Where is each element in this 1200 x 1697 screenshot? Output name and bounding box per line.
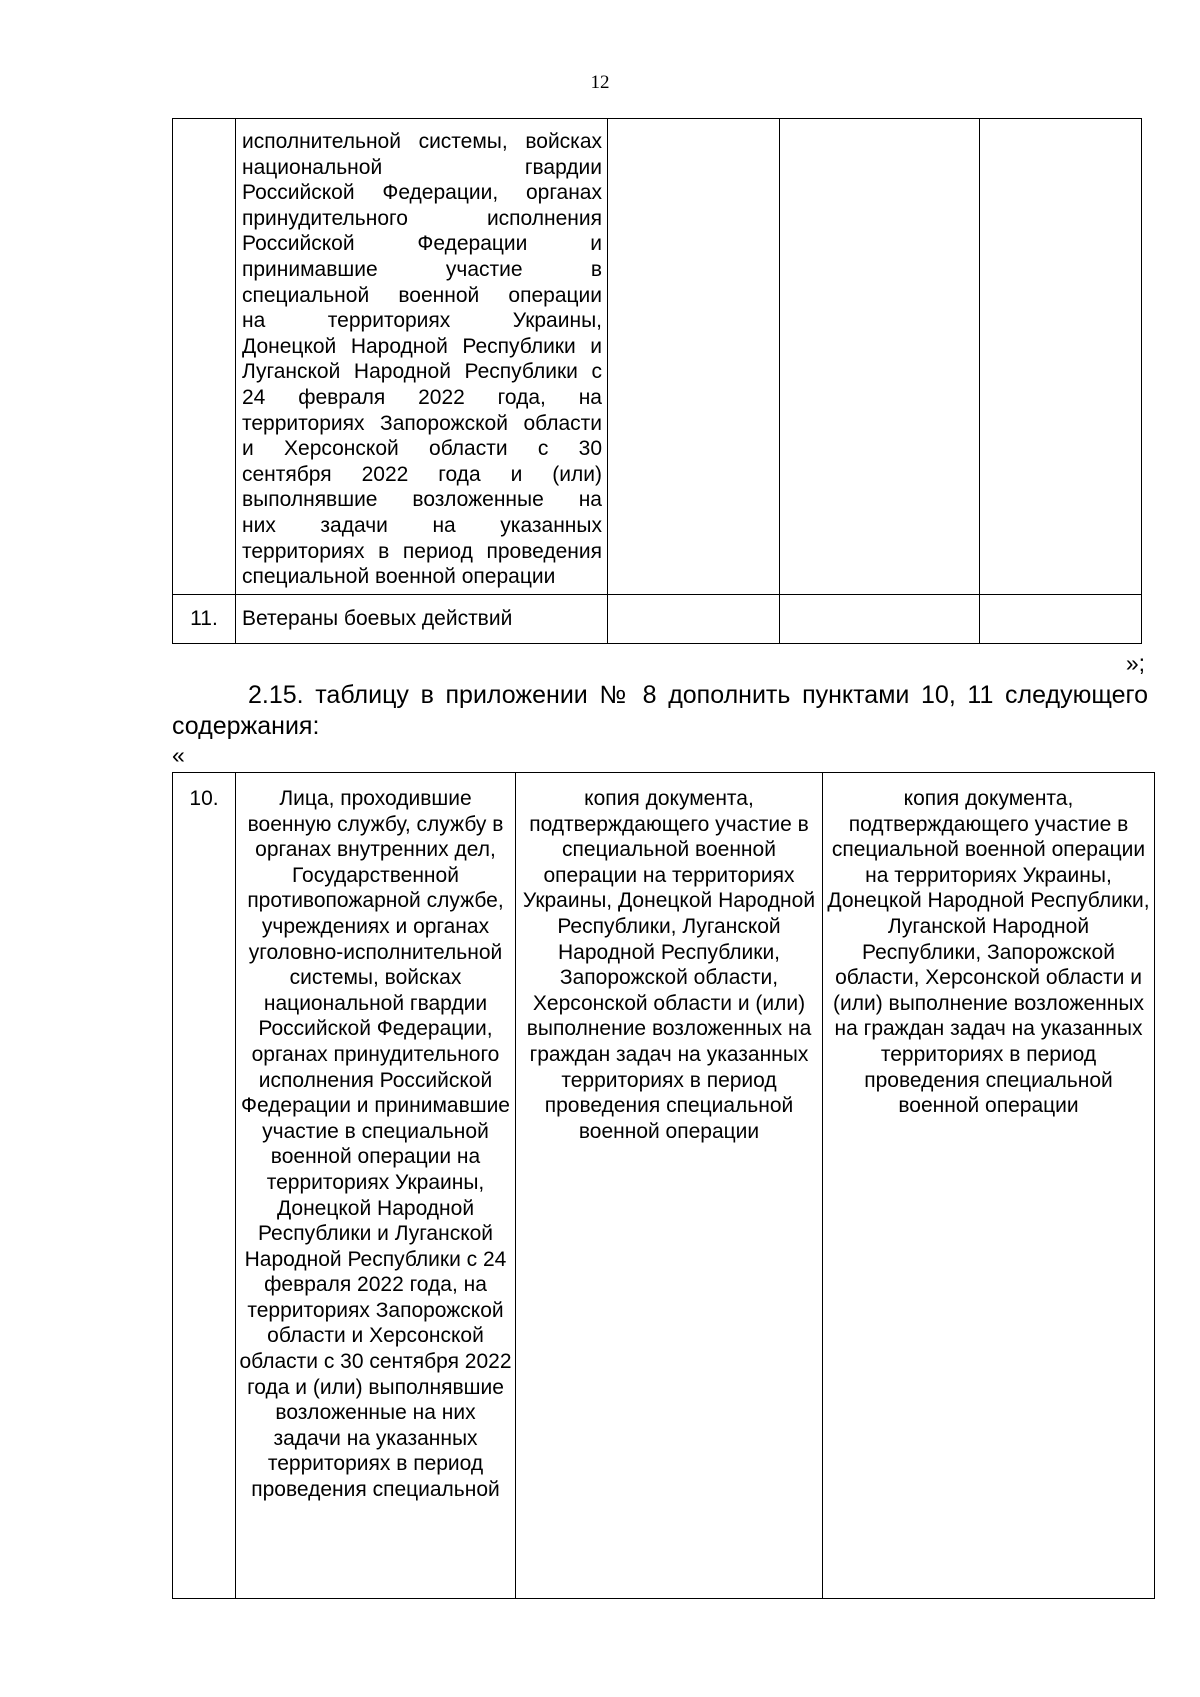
- empty-cell: [780, 119, 980, 595]
- text-line: специальной военной операции: [242, 565, 556, 589]
- row-number-cell: 11.: [173, 594, 236, 643]
- closing-quote: »;: [1125, 650, 1145, 676]
- text-line: исполнительной системы, войсках: [242, 130, 602, 153]
- document-cell: копия документа, подтверждающего участие в специальной военной операции на территориях Украины, Донецкой Народной Республики, Луганской Народной Республики, Запорожской области, Херсонской области и (или) выполнение возложенных на граждан задач на указанных территориях в период проведения специальной военной операции: [823, 773, 1155, 1599]
- row-number-cell: [173, 119, 236, 595]
- text-line: Российской Федерации и: [242, 232, 602, 256]
- text-line: территориях Запорожской области: [242, 411, 602, 435]
- category-description-cell: [236, 119, 608, 595]
- table-row: [173, 594, 1142, 643]
- text-line: Российской Федерации, органах: [242, 181, 602, 205]
- text-line: специальной военной операции: [242, 283, 602, 307]
- text-line: сентября 2022 года и (или): [242, 462, 602, 486]
- text-line: и Херсонской области с 30: [242, 437, 602, 461]
- text-line: принудительного исполнения: [242, 206, 602, 230]
- document-cell: копия документа, подтверждающего участие в специальной военной операции на территориях Украины, Донецкой Народной Республики, Луганской Народной Республики, Запорожской области, Херсонской области и (или) выполнение возложенных на граждан задач на указанных территориях в период проведения специальной военной операции: [516, 773, 823, 1599]
- text-line: 24 февраля 2022 года, на: [242, 385, 602, 409]
- empty-cell: [608, 119, 780, 595]
- text-line: принимавшие участие в: [242, 257, 602, 281]
- row-number-cell: 10.: [173, 773, 236, 1599]
- opening-quote: «: [172, 742, 185, 768]
- text-line: на территориях Украины,: [242, 309, 602, 333]
- empty-cell: [980, 119, 1142, 595]
- category-description-cell: Ветераны боевых действий: [236, 594, 608, 643]
- table-row: [173, 119, 1142, 595]
- appendix-8-table: [172, 772, 1155, 1599]
- benefits-table-continued: [172, 118, 1142, 644]
- amendment-paragraph: 2.15. таблицу в приложении № 8 дополнить пунктами 10, 11 следующего содержания:: [172, 681, 1148, 740]
- text-line: них задачи на указанных: [242, 513, 602, 537]
- text-line: Донецкой Народной Республики и: [242, 334, 602, 358]
- empty-cell: [608, 594, 780, 643]
- text-line: национальной гвардии: [242, 155, 602, 179]
- empty-cell: [980, 594, 1142, 643]
- text-line: выполнявшие возложенные на: [242, 488, 602, 512]
- page-number: 12: [590, 72, 610, 93]
- text-line: территориях в период проведения: [242, 539, 602, 563]
- text-line: Луганской Народной Республики с: [242, 360, 602, 384]
- category-description-cell: Лица, проходившие военную службу, службу в органах внутренних дел, Государственной противопожарной службе, учреждениях и органах уголовно-исполнительной системы, войсках национальной гвардии Российской Федерации, органах принудительного исполнения Российской Федерации и принимавшие участие в специальной военной операции на территориях Украины, Донецкой Народной Республики и Луганской Народной Республики с 24 февраля 2022 года, на территориях Запорожской области и Херсонской области с 30 сентября 2022 года и (или) выполнявшие возложенные на них задачи на указанных территориях в период проведения специальной: [236, 773, 516, 1599]
- empty-cell: [780, 594, 980, 643]
- table-row: [173, 773, 1155, 1599]
